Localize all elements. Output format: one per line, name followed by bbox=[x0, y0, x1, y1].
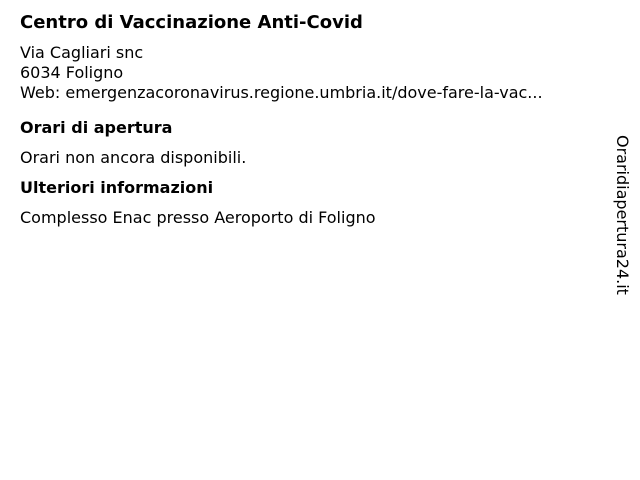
web-label: Web: bbox=[20, 83, 61, 102]
address-block bbox=[20, 43, 600, 103]
further-info-text: Complesso Enac presso Aeroporto di Foligno bbox=[20, 208, 376, 227]
web-line bbox=[20, 83, 600, 103]
content bbox=[20, 10, 600, 228]
brand-watermark: Oraridiapertura24.it bbox=[613, 135, 632, 295]
city-address: 6034 Foligno bbox=[20, 63, 124, 82]
opening-hours-heading: Orari di apertura bbox=[20, 118, 173, 137]
website-link[interactable]: emergenzacoronavirus.regione.umbria.it/dove-fare-la-vac... bbox=[65, 83, 543, 102]
further-info-heading: Ulteriori informazioni bbox=[20, 178, 214, 197]
street-address: Via Cagliari snc bbox=[20, 43, 144, 62]
opening-hours-text: Orari non ancora disponibili. bbox=[20, 148, 247, 167]
page-title: Centro di Vaccinazione Anti-Covid bbox=[20, 12, 363, 33]
